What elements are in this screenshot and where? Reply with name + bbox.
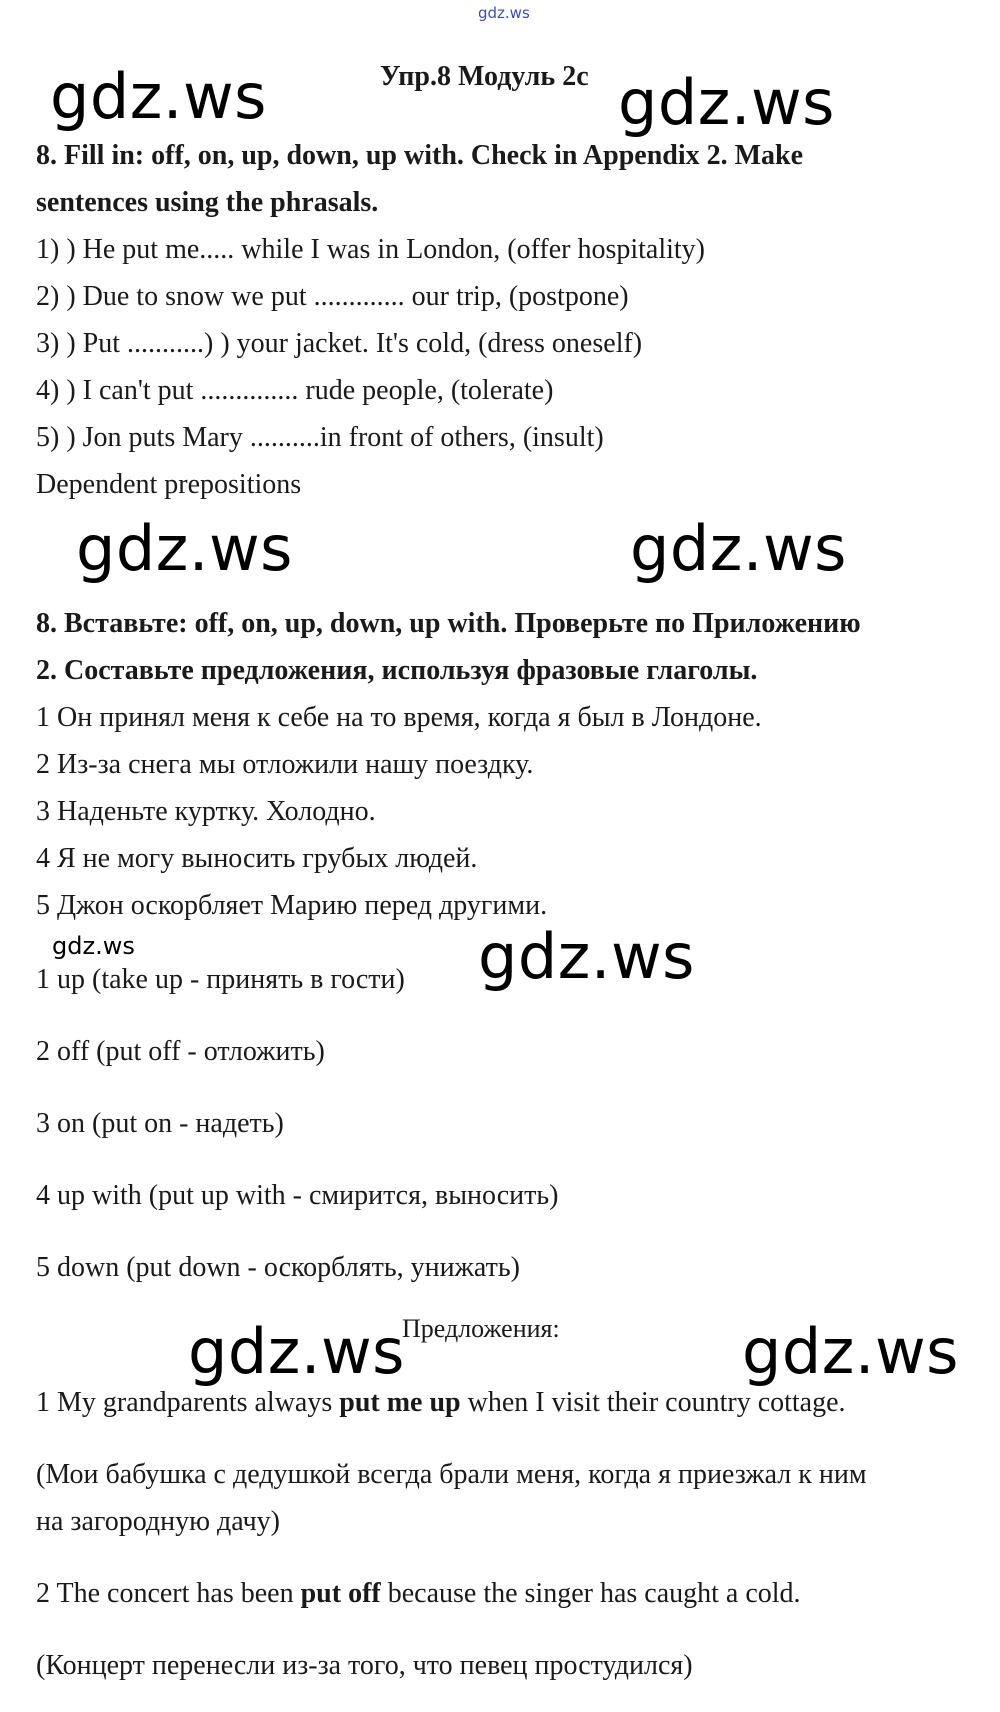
phrasal-verb: put me up bbox=[339, 1387, 461, 1418]
sentences-heading: Предложения: bbox=[402, 1314, 560, 1343]
task-ru-item: 4 Я не могу выносить грубых людей. bbox=[36, 843, 478, 874]
answer-item: 2 off (put off - отложить) bbox=[36, 1036, 325, 1067]
task-en-item: 1) ) He put me..... while I was in London, (offer hospitality) bbox=[36, 234, 706, 265]
task-en-footer: Dependent prepositions bbox=[36, 469, 302, 500]
sentence-2 bbox=[36, 1577, 801, 1611]
answer-item: 3 on (put on - надеть) bbox=[36, 1108, 284, 1139]
watermark: gdz.ws bbox=[76, 512, 293, 585]
task-en-item: 5) ) Jon puts Mary ..........in front of others, (insult) bbox=[36, 422, 604, 453]
answer-item: 1 up (take up - принять в гости) bbox=[36, 964, 405, 995]
sentence-1-translation-line2: на загородную дачу) bbox=[36, 1506, 280, 1537]
task-en-heading-line2: sentences using the phrasals. bbox=[36, 187, 379, 218]
watermark: gdz.ws bbox=[188, 1315, 405, 1388]
watermark: gdz.ws bbox=[742, 1315, 959, 1388]
sentence-text: when I visit their country cottage. bbox=[460, 1387, 846, 1418]
task-ru-item: 2 Из-за снега мы отложили нашу поездку. bbox=[36, 749, 534, 780]
task-en-item: 2) ) Due to snow we put ............. our trip, (postpone) bbox=[36, 281, 629, 312]
task-ru-heading-line2: 2. Составьте предложения, используя фразовые глаголы. bbox=[36, 655, 758, 686]
sentence-2-translation: (Концерт перенесли из-за того, что певец простудился) bbox=[36, 1650, 693, 1681]
sentence-text: because the singer has caught a cold. bbox=[380, 1578, 801, 1609]
task-en-item: 4) ) I can't put .............. rude people, (tolerate) bbox=[36, 375, 554, 406]
answer-item: 4 up with (put up with - смирится, выносить) bbox=[36, 1180, 559, 1211]
watermark: gdz.ws bbox=[618, 66, 835, 139]
watermark: gdz.ws bbox=[630, 512, 847, 585]
phrasal-verb: put off bbox=[300, 1578, 381, 1609]
watermark: gdz.ws bbox=[478, 920, 695, 993]
sentence-1-translation-line1: (Мои бабушка с дедушкой всегда брали меня, когда я приезжал к ним bbox=[36, 1459, 867, 1490]
sentence-text: 1 My grandparents always bbox=[36, 1387, 340, 1418]
watermark: gdz.ws bbox=[50, 60, 267, 133]
page-title: Упр.8 Модуль 2с bbox=[380, 61, 589, 92]
task-ru-item: 5 Джон оскорбляет Марию перед другими. bbox=[36, 890, 548, 921]
watermark-small: gdz.ws bbox=[52, 932, 135, 960]
task-ru-item: 1 Он принял меня к себе на то время, когда я был в Лондоне. bbox=[36, 702, 762, 733]
sentence-1 bbox=[36, 1386, 846, 1420]
task-ru-item: 3 Наденьте куртку. Холодно. bbox=[36, 796, 376, 827]
task-ru-heading-line1: 8. Вставьте: off, on, up, down, up with. Проверьте по Приложению bbox=[36, 608, 861, 639]
answer-item: 5 down (put down - оскорблять, унижать) bbox=[36, 1252, 520, 1283]
task-en-heading-line1: 8. Fill in: off, on, up, down, up with. Check in Appendix 2. Make bbox=[36, 140, 804, 171]
sentence-text: 2 The concert has been bbox=[36, 1578, 301, 1609]
task-en-item: 3) ) Put ...........) ) your jacket. It's cold, (dress oneself) bbox=[36, 328, 643, 359]
watermark-top: gdz.ws bbox=[478, 4, 530, 22]
